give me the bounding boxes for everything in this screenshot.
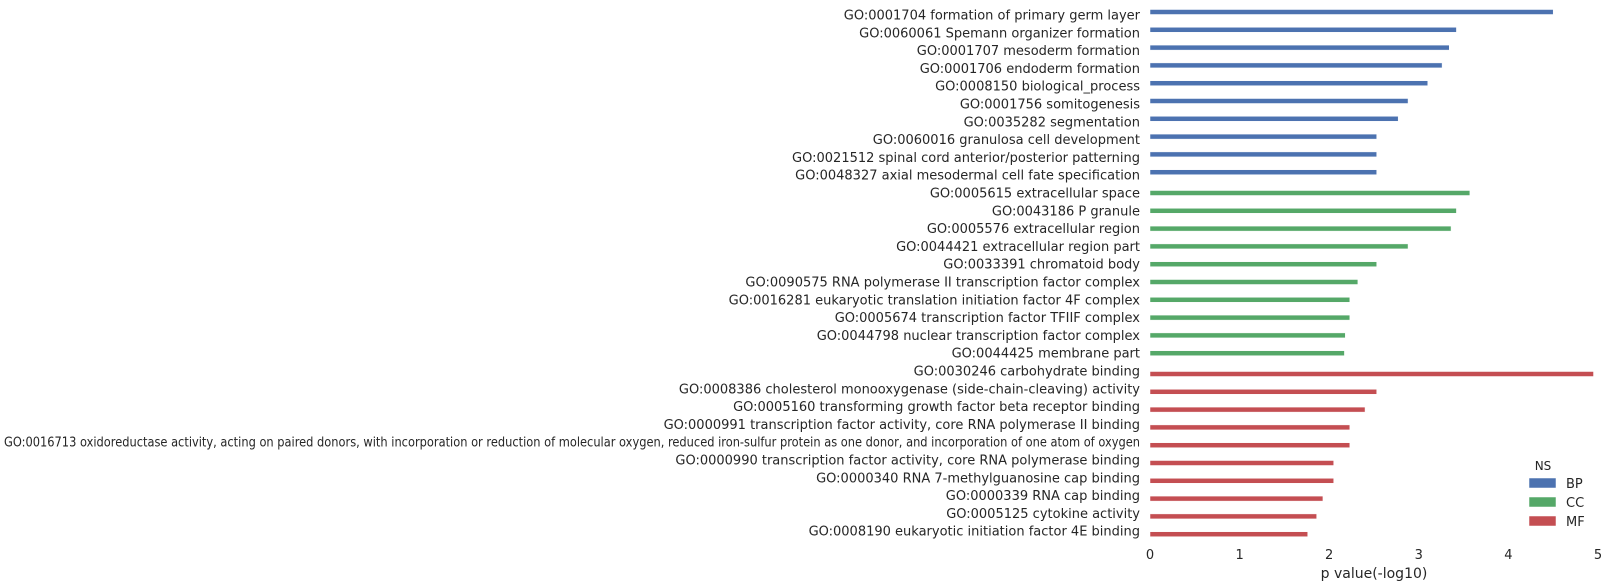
bar-mf — [1150, 514, 1317, 519]
category-label: GO:0005615 extracellular space — [929, 186, 1140, 202]
category-label: GO:0005674 transcription factor TFIIF complex — [834, 311, 1140, 327]
x-axis-title: p value(-log10) — [1320, 566, 1428, 582]
category-label: GO:0016713 oxidoreductase activity, acting on paired donors, with incorporation or reduction of molecular oxygen, reduced iron-sulfur protein as one donor, and incorporation of one atom of oxygen — [4, 435, 1140, 451]
legend-swatch-bp — [1529, 478, 1556, 488]
bar-mf — [1150, 443, 1350, 448]
x-tick-label: 4 — [1504, 548, 1513, 563]
bar-bp — [1150, 134, 1377, 139]
bar-cc — [1150, 262, 1377, 267]
category-label: GO:0000340 RNA 7-methylguanosine cap binding — [816, 471, 1140, 487]
category-label: GO:0044421 extracellular region part — [896, 239, 1140, 255]
legend — [1529, 459, 1585, 530]
bar-cc — [1150, 297, 1350, 302]
category-label: GO:0005576 extracellular region — [926, 222, 1140, 238]
bar-bp — [1150, 170, 1377, 175]
bar-bp — [1150, 81, 1428, 86]
legend-items — [1529, 477, 1585, 530]
category-label: GO:0021512 spinal cord anterior/posterior patterning — [792, 150, 1140, 166]
category-label: GO:0000991 transcription factor activity, core RNA polymerase II binding — [663, 417, 1140, 433]
bar-cc — [1150, 208, 1456, 213]
legend-swatch-cc — [1529, 497, 1556, 507]
legend-label-bp: BP — [1566, 477, 1583, 492]
bar-mf — [1150, 478, 1334, 483]
bar-cc — [1150, 280, 1358, 285]
category-label: GO:0001707 mesoderm formation — [916, 44, 1140, 60]
category-label: GO:0008190 eukaryotic initiation factor 4E binding — [808, 524, 1140, 540]
category-label: GO:0044425 membrane part — [951, 346, 1140, 362]
category-label: GO:0048327 axial mesodermal cell fate specification — [795, 168, 1140, 184]
bar-bp — [1150, 116, 1398, 121]
bar-bp — [1150, 27, 1456, 32]
bars-layer — [1150, 10, 1594, 537]
category-label: GO:0016281 eukaryotic translation initiation factor 4F complex — [728, 293, 1140, 309]
category-label: GO:0001756 somitogenesis — [959, 97, 1140, 113]
category-label: GO:0035282 segmentation — [963, 115, 1140, 131]
bar-bp — [1150, 10, 1553, 15]
category-label: GO:0090575 RNA polymerase II transcription factor complex — [745, 275, 1140, 291]
bar-mf — [1150, 389, 1377, 394]
category-label: GO:0000339 RNA cap binding — [945, 489, 1140, 505]
category-label: GO:0008386 cholesterol monooxygenase (side-chain-cleaving) activity — [678, 382, 1140, 398]
bar-cc — [1150, 351, 1344, 356]
category-label: GO:0005125 cytokine activity — [946, 506, 1140, 522]
bar-mf — [1150, 425, 1350, 430]
x-tick-label: 0 — [1145, 548, 1155, 563]
category-label: GO:0005160 transforming growth factor beta receptor binding — [733, 400, 1140, 416]
legend-label-cc: CC — [1566, 496, 1585, 511]
bar-cc — [1150, 315, 1350, 320]
category-label: GO:0008150 biological_process — [935, 79, 1140, 95]
category-label: GO:0001706 endoderm formation — [919, 61, 1140, 77]
bar-mf — [1150, 407, 1365, 412]
bar-cc — [1150, 333, 1345, 338]
bar-cc — [1150, 226, 1451, 231]
category-label: GO:0030246 carbohydrate binding — [913, 364, 1140, 380]
x-axis-ticks — [1146, 548, 1602, 563]
x-tick-label: 2 — [1325, 548, 1334, 563]
bar-mf — [1150, 496, 1323, 501]
bar-bp — [1150, 63, 1442, 68]
category-label: GO:0000990 transcription factor activity, core RNA polymerase binding — [675, 453, 1140, 469]
bar-bp — [1150, 45, 1449, 50]
category-label: GO:0001704 formation of primary germ layer — [843, 8, 1140, 24]
bar-bp — [1150, 152, 1377, 157]
bar-mf — [1150, 372, 1594, 377]
category-label: GO:0060061 Spemann organizer formation — [859, 26, 1140, 42]
bar-cc — [1150, 191, 1470, 196]
legend-swatch-mf — [1529, 516, 1556, 526]
category-label: GO:0043186 P granule — [991, 204, 1140, 220]
category-label: GO:0044798 nuclear transcription factor complex — [816, 328, 1140, 344]
x-tick-label: 1 — [1235, 548, 1244, 563]
category-labels — [4, 9, 1141, 540]
category-label: GO:0033391 chromatoid body — [943, 257, 1140, 273]
x-tick-label: 5 — [1593, 548, 1603, 563]
category-label: GO:0060016 granulosa cell development — [872, 133, 1140, 149]
legend-title: NS — [1534, 459, 1552, 473]
bar-cc — [1150, 244, 1408, 249]
bar-bp — [1150, 99, 1408, 104]
x-tick-label: 3 — [1414, 548, 1423, 563]
bar-mf — [1150, 532, 1308, 537]
bar-mf — [1150, 461, 1334, 466]
legend-label-mf: MF — [1566, 515, 1585, 530]
